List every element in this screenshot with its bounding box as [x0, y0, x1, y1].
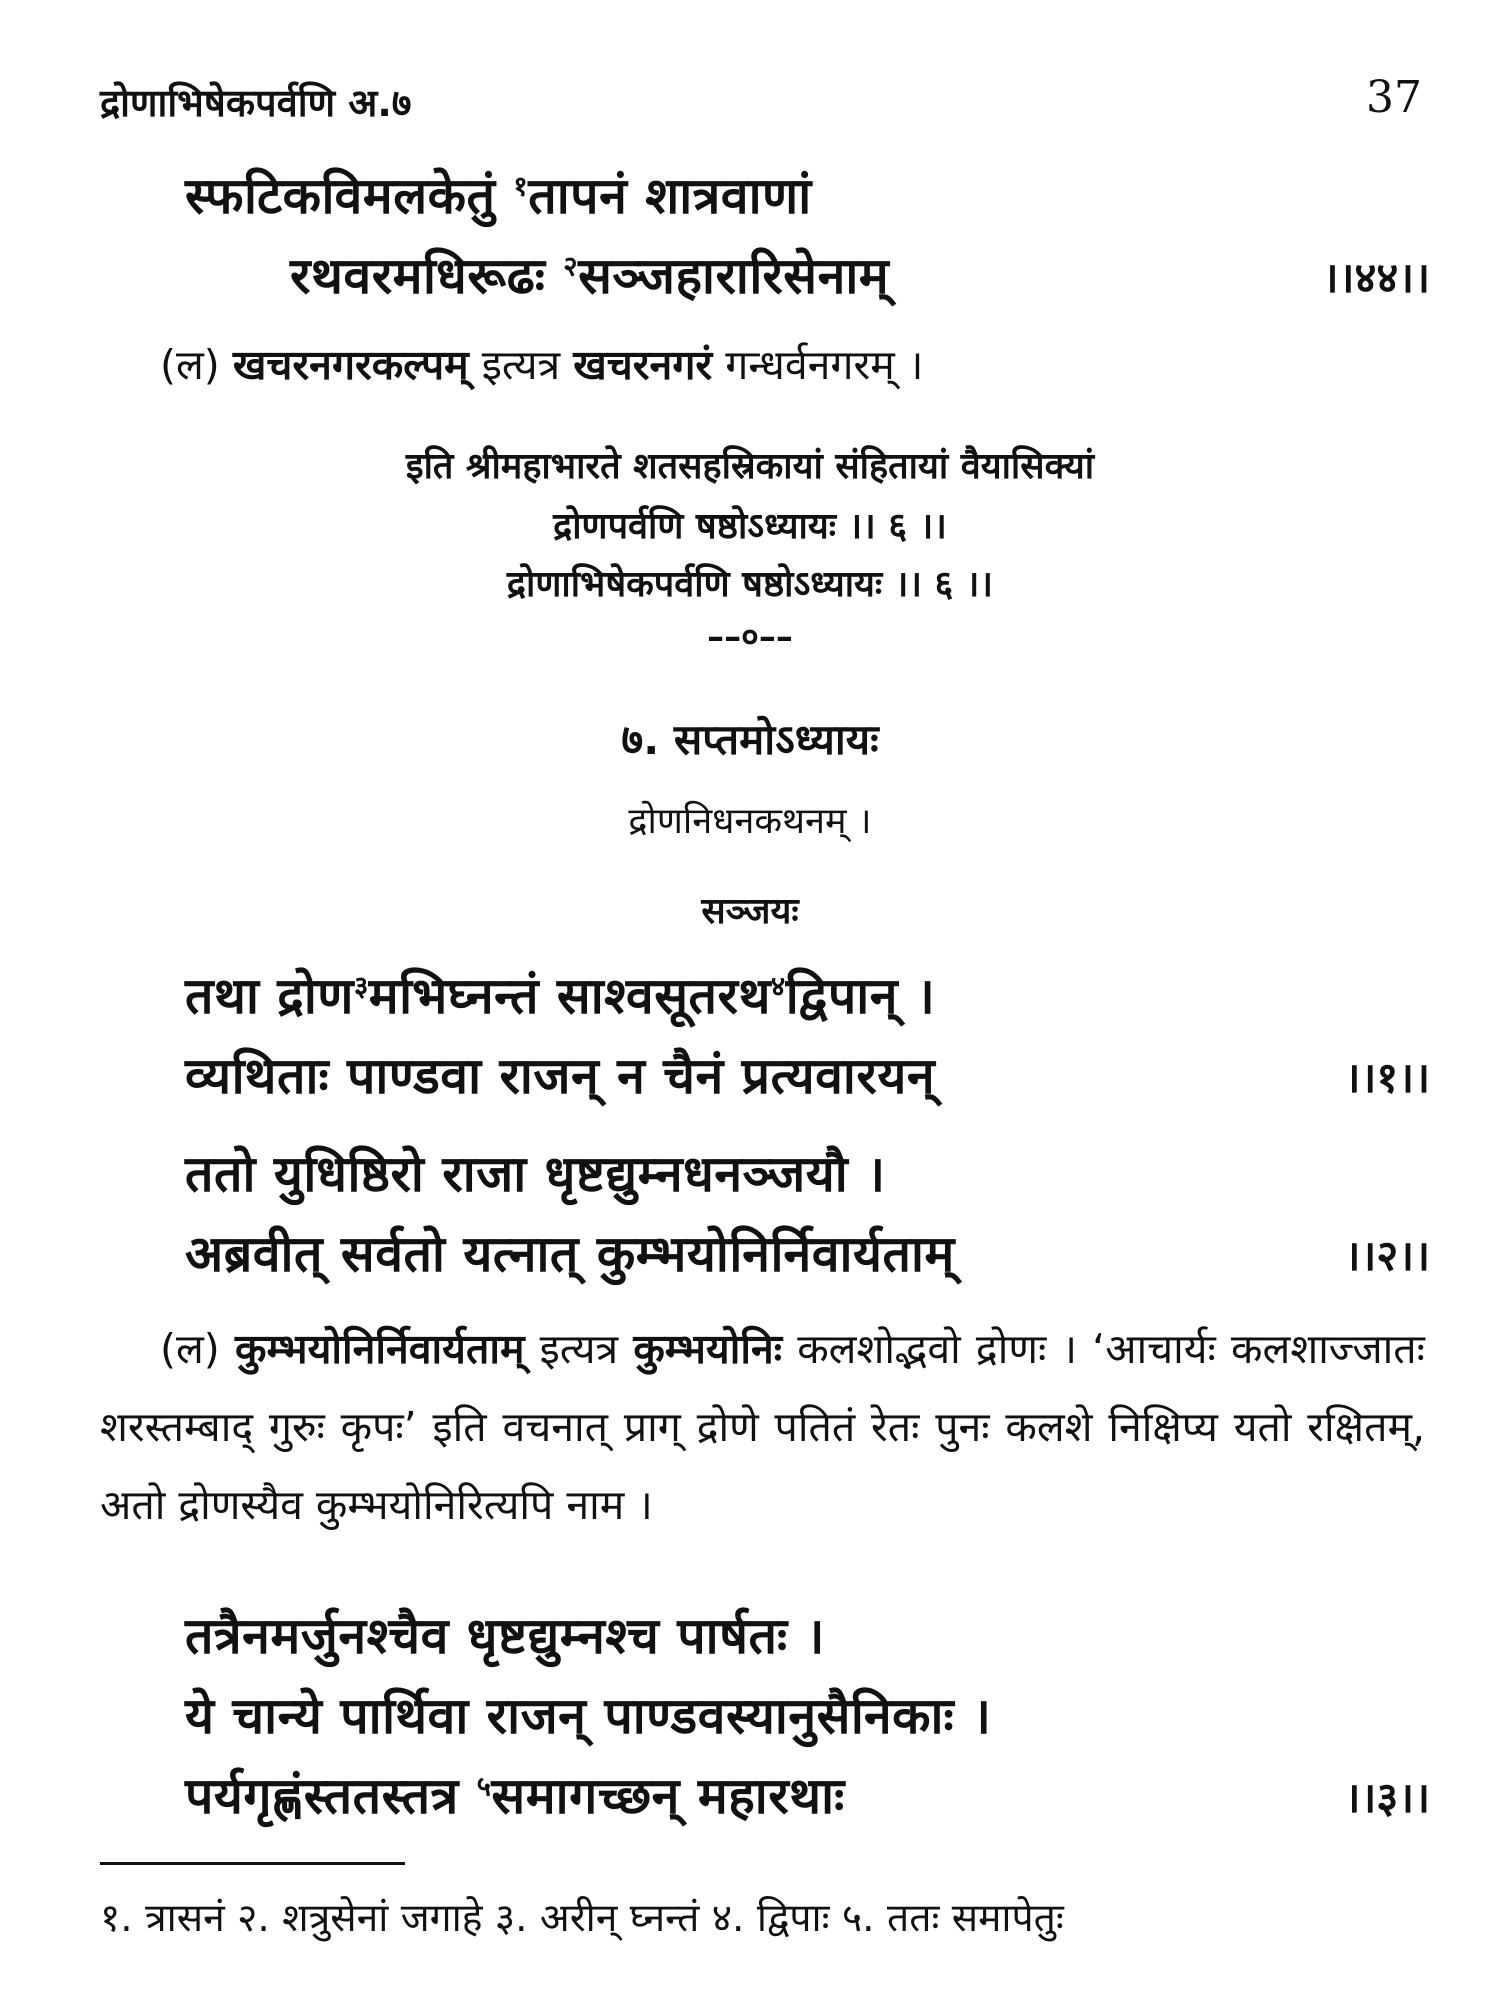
commentary-text: कलशोद्भवो द्रोणः । ‘आचार्यः कलशाज्जातः शरस्तम्बाद् गुरुः कृपः’ इति वचनात् प्राग् द्रोणे पतितं रेतः पुनः कलशे निक्षिप्य यतो रक्षितम्, अतो द्रोणस्यैव कुम्भयोनिरित्यपि नाम ।: [100, 1325, 1425, 1529]
footnote-marker: १: [513, 170, 529, 203]
footnote-marker: ३: [353, 970, 369, 1003]
note-mid: इत्यत्र: [481, 341, 561, 389]
note-gloss: गन्धर्वनगरम् ।: [725, 341, 924, 389]
colophon-line3: द्रोणाभिषेकपर्वणि षष्ठोऽध्यायः ।। ६ ।।: [506, 564, 994, 605]
verse-text: तापनं शात्रवाणां: [528, 167, 812, 225]
commentary-term2: कुम्भयोनिः: [633, 1325, 782, 1373]
verse-text: सञ्जहारारिसेनाम्: [578, 247, 890, 305]
verse3-line1: तत्रैनमर्जुनश्चैव धृष्टद्युम्नश्च पार्षतः ।: [185, 1607, 825, 1665]
page-number: 37: [1366, 72, 1422, 123]
note-term2: खचरनगरं: [573, 341, 713, 389]
commentary-kumbhayoni: [100, 1310, 1425, 1544]
verse3-line2: ये चान्ये पार्थिवा राजन् पाण्डवस्यानुसैनिकाः ।: [185, 1687, 992, 1745]
commentary-term: कुम्भयोनिर्निवार्यताम्: [235, 1325, 525, 1373]
verse44-line1: [185, 160, 812, 228]
verse2-line1: ततो युधिष्ठिरो राजा धृष्टद्युम्नधनञ्जयौ ।: [185, 1145, 886, 1203]
note-term: खचरनगरकल्पम्: [232, 341, 469, 389]
verse-text: रथवरमधिरूढः: [290, 247, 564, 305]
verse44-number: ।।४४।।: [1322, 253, 1430, 302]
note-khacharanagara: [160, 336, 923, 392]
colophon-line2: द्रोणपर्वणि षष्ठोऽध्यायः ।। ६ ।।: [553, 506, 947, 547]
verse-text: तथा द्रोण: [185, 967, 354, 1025]
section-separator: ––०––: [707, 617, 793, 657]
commentary-mid: इत्यत्र: [539, 1325, 619, 1373]
verse3-line3: [185, 1760, 845, 1828]
verse-text: मभिघ्नन्तं साश्वसूतरथ: [368, 967, 771, 1025]
verse-text: समागच्छन् महारथाः: [491, 1767, 845, 1825]
chapter-subtitle: द्रोणनिधनकथनम् ।: [628, 801, 872, 842]
footnote-divider: [100, 1862, 405, 1865]
footnote-marker: २: [563, 250, 579, 283]
verse-text: स्फटिकविमलकेतुं: [185, 167, 514, 225]
verse44-line2: [290, 240, 889, 308]
note-label: (ल): [160, 341, 220, 389]
verse3-number: ।।३।।: [1344, 1773, 1430, 1822]
colophon-line1: इति श्रीमहाभारते शतसहस्रिकायां संहितायां वैयासिक्यां: [405, 446, 1095, 487]
running-title: द्रोणाभिषेकपर्वणि अ.७: [100, 81, 412, 125]
verse1-number: ।।१।।: [1344, 1053, 1430, 1102]
verse1-line2: व्यथिताः पाण्डवा राजन् न चैनं प्रत्यवारयन्: [185, 1047, 936, 1105]
verse1-line1: [185, 960, 935, 1028]
footnote-marker: ५: [476, 1770, 492, 1803]
footnotes: १. त्रासनं २. शत्रुसेनां जगाहे ३. अरीन् घ्नन्तं ४. द्विपाः ५. ततः समापेतुः: [100, 1896, 1064, 1941]
commentary-label: (ल): [160, 1325, 220, 1373]
verse2-line2: अब्रवीत् सर्वतो यत्नात् कुम्भयोनिर्निवार्यताम्: [185, 1225, 955, 1283]
verse2-number: ।।२।।: [1344, 1231, 1430, 1280]
chapter-title: ७. सप्तमोऽध्यायः: [621, 715, 879, 764]
footnote-marker: ४: [770, 970, 786, 1003]
verse-text: द्विपान् ।: [785, 967, 936, 1025]
verse-text: पर्यगृह्णंस्ततस्तत्र: [185, 1767, 477, 1825]
speaker: सञ्जयः: [701, 891, 799, 932]
